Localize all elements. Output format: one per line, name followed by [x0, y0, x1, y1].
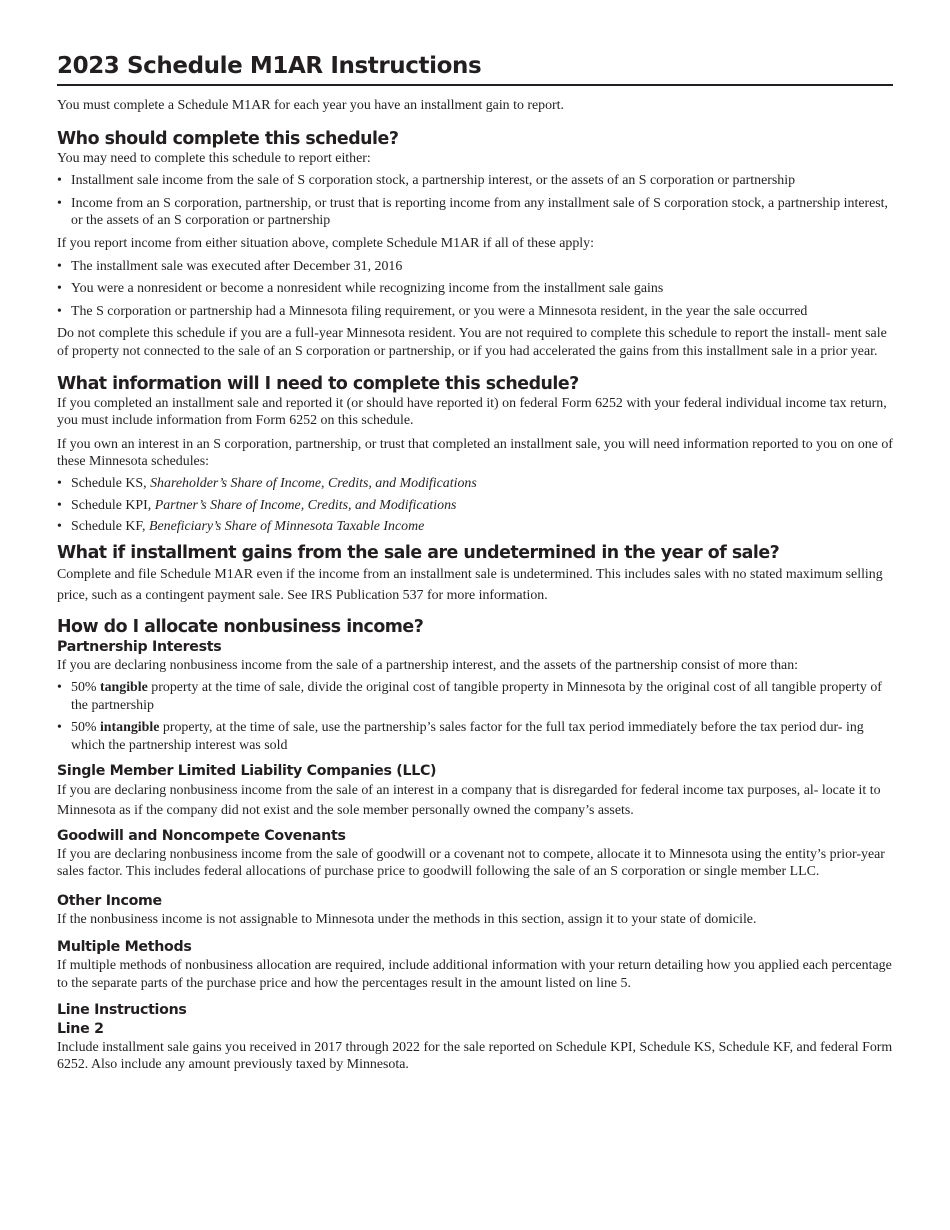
partnership-bullets: [57, 679, 893, 754]
who-lead: You may need to complete this schedule to report either:: [57, 150, 371, 166]
list-item: • Income from an S corporation, partnership, or trust that is reporting income from any installment sale of S corporation stock, a partnership interest, or the assets of an S corporation or partnership: [57, 195, 893, 230]
line-2-heading: Line 2: [57, 1020, 104, 1037]
schedule-name: Schedule KF,: [71, 519, 146, 535]
multiple-methods-heading: Multiple Methods: [57, 939, 192, 956]
schedule-name: Schedule KS,: [71, 475, 147, 491]
bullet-text: property, at the time of sale, use the partnership’s sales factor for the full tax period immediately before the tax period dur- ing which the partnership interest was sold: [71, 720, 864, 754]
page-title: 2023 Schedule M1AR Instructions: [57, 50, 893, 86]
list-item: [57, 679, 893, 714]
llc-heading: Single Member Limited Liability Companies (LLC): [57, 762, 437, 779]
intro-text: You must complete a Schedule M1AR for each year you have an installment gain to report.: [57, 98, 565, 113]
goodwill-text: If you are declaring nonbusiness income from the sale of goodwill or a covenant not to compete, allocate it to Minnesota using the entity’s prior-year sales factor. This includes federal allocations of purchase price to goodwill following the sale of an S corporation or single member LLC.: [57, 846, 885, 880]
schedule-list: [57, 475, 893, 536]
undetermined-heading: What if installment gains from the sale are undetermined in the year of sale?: [57, 542, 780, 563]
schedule-desc: Beneficiary’s Share of Minnesota Taxable Income: [149, 519, 425, 535]
allocate-heading: How do I allocate nonbusiness income?: [57, 616, 424, 637]
bullet-text: property at the time of sale, divide the original cost of tangible property in Minnesota by the original cost of all tangible property of the partnership: [71, 680, 882, 713]
who-bullets-1: [57, 172, 893, 230]
list-item: [57, 518, 893, 536]
llc-text: If you are declaring nonbusiness income from the sale of an interest in a company that is disregarded for federal income tax purposes, al- locate it to Minnesota as if the company did not exist and the sole member personally owned the company’s assets.: [57, 782, 881, 818]
other-income-text: If the nonbusiness income is not assignable to Minnesota under the methods in this section, assign it to your state of domicile.: [57, 911, 757, 927]
bold-term: tangible: [99, 680, 148, 696]
bold-term: intangible: [99, 720, 160, 736]
list-item: • You were a nonresident or become a nonresident while recognizing income from the installment sale gains: [57, 280, 893, 298]
who-bullets-2: [57, 258, 893, 321]
who-lead-2: If you report income from either situation above, complete Schedule M1AR if all of these apply:: [57, 235, 594, 251]
list-item: [57, 497, 893, 515]
schedule-desc: Partner’s Share of Income, Credits, and Modifications: [154, 497, 457, 513]
who-note: Do not complete this schedule if you are a full-year Minnesota resident. You are not required to complete this schedule to report the install- ment sale of property not connected to the sale of an S corporation or partnership, or if you had accelerated the gains from this installment sale in a prior year.: [57, 326, 887, 359]
percent-value: 50%: [71, 720, 97, 736]
percent-value: 50%: [71, 680, 97, 696]
list-item: • The S corporation or partnership had a Minnesota filing requirement, or you were a Minnesota resident, in the year the sale occurred: [57, 303, 893, 321]
list-item: [57, 475, 893, 493]
line-instructions-heading: Line Instructions: [57, 1001, 187, 1018]
info-heading: What information will I need to complete this schedule?: [57, 373, 579, 394]
schedule-name: Schedule KPI,: [71, 497, 152, 513]
who-heading: Who should complete this schedule?: [57, 128, 399, 149]
multiple-methods-text: If multiple methods of nonbusiness allocation are required, include additional information with your return detailing how you applied each percentage to the separate parts of the purchase price and how the percentages result in the amount listed on line 5.: [57, 958, 892, 992]
line-2-text: Include installment sale gains you received in 2017 through 2022 for the sale reported on Schedule KPI, Schedule KS, Schedule KF, and federal Form 6252. Also include any amount previously taxed by Minnesota.: [57, 1039, 893, 1073]
list-item: • Installment sale income from the sale of S corporation stock, a partnership interest, or the assets of an S corporation or partnership: [57, 172, 893, 190]
list-item: • The installment sale was executed after December 31, 2016: [57, 258, 893, 276]
schedule-desc: Shareholder’s Share of Income, Credits, and Modifications: [150, 475, 477, 491]
other-income-heading: Other Income: [57, 892, 162, 909]
info-para-2: If you own an interest in an S corporation, partnership, or trust that completed an installment sale, you will need information reported to you on one of these Minnesota schedules:: [57, 436, 893, 470]
info-para-1: If you completed an installment sale and reported it (or should have reported it) on federal Form 6252 with your federal individual income tax return, you must include information from Form 6252 on this schedule.: [57, 395, 887, 429]
partnership-heading: Partnership Interests: [57, 638, 222, 655]
partnership-lead: If you are declaring nonbusiness income from the sale of a partnership interest, and the assets of the partnership consist of more than:: [57, 657, 798, 673]
undetermined-text: Complete and file Schedule M1AR even if the income from an installment sale is undetermined. This includes sales with no stated maximum selling price, such as a contingent payment sale. See IRS Publication 537 for more information.: [57, 566, 883, 603]
document-page: [57, 50, 893, 1074]
goodwill-heading: Goodwill and Noncompete Covenants: [57, 827, 346, 844]
list-item: [57, 719, 893, 754]
